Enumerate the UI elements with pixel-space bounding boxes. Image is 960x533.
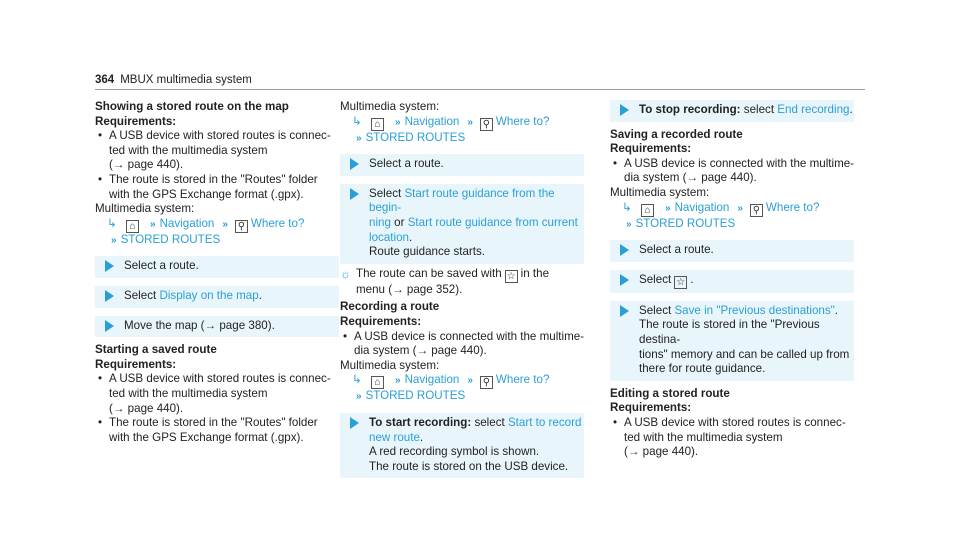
step-arrow-icon (350, 188, 359, 200)
step-arrow-icon (105, 290, 114, 302)
requirements-label: Requirements: (610, 142, 692, 156)
header-title: MBUX multimedia system (120, 74, 252, 86)
step-arrow-icon (620, 274, 629, 286)
requirement-item: • A USB device is connected with the multime- dia system (→ page 440). (343, 329, 585, 358)
heading-saving-route: Saving a recorded route (610, 127, 743, 141)
nav-path-cont: » STORED ROUTES (356, 130, 466, 144)
step: Select a route. (95, 256, 339, 278)
header-rule (95, 89, 865, 90)
step: Select Display on the map. (95, 286, 339, 308)
multimedia-label: Multimedia system: (340, 100, 440, 113)
requirement-item: • A USB device with stored routes is connec- ted with the multimedia system (→ page 440). (613, 415, 846, 459)
return-arrow-icon: ↳ (352, 114, 362, 128)
step-arrow-icon (620, 104, 629, 116)
step: Select Save in "Previous destinations". The route is stored in the "Previous destina- tions" memory and can be called up from there for route guidance. (610, 301, 854, 381)
requirement-item: • The route is stored in the "Routes" folder with the GPS Exchange format (.gpx). (98, 172, 318, 201)
step: To stop recording: select End recording. (610, 100, 854, 122)
home-icon: ⌂ (126, 220, 139, 233)
double-chevron-icon: » (665, 202, 671, 214)
double-chevron-icon: » (111, 234, 117, 246)
step-arrow-icon (620, 244, 629, 256)
double-chevron-icon: » (467, 116, 473, 128)
info-bulb-icon: ☼ (340, 266, 351, 281)
double-chevron-icon: » (626, 218, 632, 230)
double-chevron-icon: » (356, 132, 362, 144)
step: Select a route. (340, 154, 584, 176)
double-chevron-icon: » (395, 375, 401, 387)
heading-showing-route: Showing a stored route on the map (95, 100, 289, 113)
double-chevron-icon: » (395, 116, 401, 128)
page-number: 364 (95, 74, 115, 86)
requirement-item: • A USB device with stored routes is connec- ted with the multimedia system (→ page 440). (98, 129, 331, 172)
double-chevron-icon: » (737, 202, 743, 214)
double-chevron-icon: » (356, 391, 362, 403)
nav-path-cont: » STORED ROUTES (626, 216, 736, 230)
step-arrow-icon (105, 260, 114, 272)
heading-recording-route: Recording a route (340, 300, 440, 314)
heading-editing-route: Editing a stored route (610, 386, 730, 400)
step: Select a route. (610, 240, 854, 262)
column-3 (610, 100, 855, 460)
double-chevron-icon: » (222, 218, 228, 230)
nav-path: ↳ ⌂ » Navigation » ⚲ Where to? (622, 200, 820, 216)
column-2 (340, 100, 585, 478)
multimedia-label: Multimedia system: (610, 185, 710, 199)
multimedia-label: Multimedia system: (340, 358, 440, 372)
heading-starting-route: Starting a saved route (95, 343, 217, 357)
info-note: ☼ The route can be saved with ☆ in the menu (→ page 352). (340, 266, 550, 296)
page-header (95, 73, 252, 88)
nav-path: ↳ ⌂ » Navigation » ⚲ Where to? (107, 216, 305, 232)
requirements-label: Requirements: (610, 401, 692, 415)
step: Select ☆ . (610, 270, 854, 293)
double-chevron-icon: » (467, 375, 473, 387)
nav-path-cont: » STORED ROUTES (111, 232, 221, 246)
requirement-item: • A USB device with stored routes is connec- ted with the multimedia system (→ page 440). (98, 372, 331, 415)
requirements-label: Requirements: (340, 314, 422, 328)
requirements-label: Requirements: (95, 357, 177, 371)
search-icon: ⚲ (480, 118, 493, 131)
step: To start recording: select Start to record new route. A red recording symbol is shown. The route is stored on the USB device. (340, 413, 584, 478)
home-icon: ⌂ (641, 204, 654, 217)
step-arrow-icon (620, 305, 629, 317)
return-arrow-icon: ↳ (622, 200, 632, 214)
multimedia-label: Multimedia system: (95, 202, 195, 216)
star-icon: ☆ (505, 270, 518, 283)
search-icon: ⚲ (480, 376, 493, 389)
requirement-item: • A USB device is connected with the multime- dia system (→ page 440). (613, 156, 855, 185)
home-icon: ⌂ (371, 376, 384, 389)
step-arrow-icon (105, 320, 114, 332)
nav-path-cont: » STORED ROUTES (356, 389, 466, 403)
nav-path: ↳ ⌂ » Navigation » ⚲ Where to? (352, 114, 550, 130)
home-icon: ⌂ (371, 118, 384, 131)
requirements-label: Requirements: (95, 114, 177, 128)
column-1 (95, 100, 340, 445)
return-arrow-icon: ↳ (107, 216, 117, 230)
step: Move the map (→ page 380). (95, 316, 339, 338)
nav-path: ↳ ⌂ » Navigation » ⚲ Where to? (352, 373, 550, 389)
requirement-item: • The route is stored in the "Routes" folder with the GPS Exchange format (.gpx). (98, 416, 318, 444)
step-arrow-icon (350, 417, 359, 429)
step-arrow-icon (350, 158, 359, 170)
search-icon: ⚲ (750, 204, 763, 217)
search-icon: ⚲ (235, 220, 248, 233)
step: Select Start route guidance from the begin- ning or Start route guidance from current location. Route guidance starts. (340, 184, 584, 264)
double-chevron-icon: » (150, 218, 156, 230)
return-arrow-icon: ↳ (352, 373, 362, 387)
star-icon: ☆ (674, 276, 687, 289)
